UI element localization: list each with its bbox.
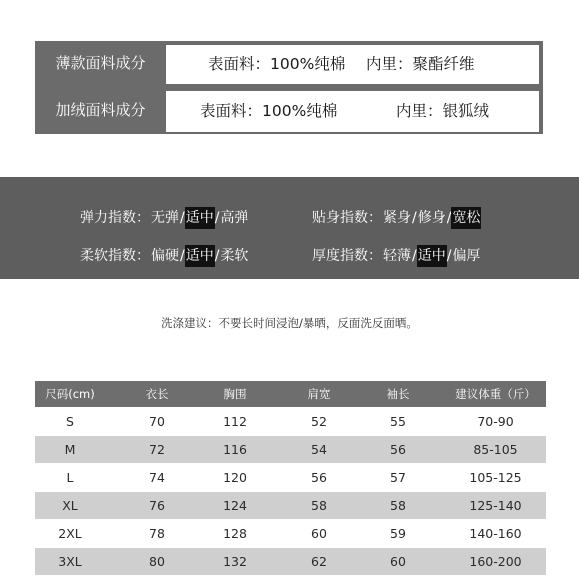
- index-option: 轻薄: [383, 248, 411, 264]
- table-cell: L: [66, 470, 74, 485]
- table-cell: 52: [311, 414, 327, 429]
- header-cell: 袖长: [386, 387, 410, 401]
- table-cell: 85-105: [473, 442, 518, 457]
- fabric-row-thin: [35, 41, 543, 85]
- header-cell: 肩宽: [307, 387, 331, 401]
- table-cell: 56: [390, 442, 406, 457]
- index-label: 弹力指数：: [80, 210, 150, 226]
- table-row: [35, 408, 546, 436]
- table-cell: 76: [149, 498, 165, 513]
- table-cell: 58: [390, 498, 406, 513]
- index-option-selected: 宽松: [451, 207, 481, 229]
- fit-index: 贴身指数：紧身/修身/宽松: [312, 207, 481, 229]
- table-cell: 74: [149, 470, 165, 485]
- index-option-selected: 适中: [417, 245, 447, 267]
- header-cell: 建议体重（斤）: [455, 387, 536, 401]
- index-option: 无弹: [151, 210, 179, 226]
- index-option: 修身: [417, 210, 446, 226]
- table-cell: 56: [311, 470, 327, 485]
- table-cell: 57: [390, 470, 406, 485]
- table-cell: 54: [311, 442, 327, 457]
- header-cell: 衣长: [145, 387, 169, 401]
- fabric-composition-table: [35, 41, 543, 134]
- table-cell: 105-125: [469, 470, 522, 485]
- table-cell: 62: [311, 554, 327, 569]
- index-label: 贴身指数：: [312, 210, 382, 226]
- table-row: [35, 464, 546, 492]
- index-label: 厚度指数：: [312, 248, 382, 264]
- table-cell: 70: [149, 414, 165, 429]
- index-option: 柔软: [220, 248, 249, 264]
- table-cell: 112: [223, 414, 247, 429]
- elasticity-index: 弹力指数：无弹/适中/高弹: [80, 207, 249, 229]
- table-row: [35, 436, 546, 464]
- fabric-indices-band: [0, 177, 579, 279]
- table-cell: 78: [149, 526, 165, 541]
- table-cell: 125-140: [469, 498, 522, 513]
- table-cell: M: [64, 442, 76, 457]
- table-cell: 160-200: [469, 554, 522, 569]
- fabric-value: [166, 91, 539, 132]
- index-label: 柔软指数：: [80, 248, 150, 264]
- shell-material: 表面料：100%纯棉: [208, 55, 346, 73]
- table-row: [35, 548, 546, 576]
- shell-material: 表面料：100%纯棉: [200, 102, 338, 120]
- softness-index: 柔软指数：偏硬/适中/柔软: [80, 245, 249, 267]
- thickness-index: 厚度指数：轻薄/适中/偏厚: [312, 245, 481, 267]
- header-cell: 尺码(cm): [45, 387, 95, 401]
- table-cell: 60: [390, 554, 406, 569]
- fabric-value: [166, 45, 539, 84]
- table-header-row: [35, 381, 546, 408]
- table-cell: 3XL: [58, 554, 82, 569]
- lining-material: 内里：聚酯纤维: [366, 55, 475, 73]
- header-cell: 胸围: [223, 387, 247, 401]
- index-option: 偏硬: [151, 248, 179, 264]
- table-cell: 55: [390, 414, 406, 429]
- index-option-selected: 适中: [185, 245, 215, 267]
- table-cell: 128: [223, 526, 247, 541]
- table-cell: 132: [223, 554, 247, 569]
- table-cell: 59: [390, 526, 406, 541]
- table-row: [35, 520, 546, 548]
- table-cell: 70-90: [477, 414, 514, 429]
- fabric-row-fleece: [35, 88, 543, 132]
- table-cell: 120: [223, 470, 247, 485]
- table-cell: 60: [311, 526, 327, 541]
- fabric-label: 加绒面料成分: [55, 101, 146, 119]
- table-cell: 116: [223, 442, 247, 457]
- table-cell: 2XL: [58, 526, 82, 541]
- washing-advice: 洗涤建议：不要长时间浸泡/暴晒，反面洗反面晒。: [161, 316, 418, 330]
- table-cell: 72: [149, 442, 165, 457]
- size-chart-table: [35, 381, 546, 576]
- index-option: 紧身: [383, 210, 411, 226]
- index-option-selected: 适中: [185, 207, 215, 229]
- table-cell: 140-160: [469, 526, 522, 541]
- index-option: 高弹: [220, 210, 249, 226]
- table-row: [35, 492, 546, 520]
- table-cell: 58: [311, 498, 327, 513]
- table-cell: S: [66, 414, 74, 429]
- table-cell: 80: [149, 554, 165, 569]
- table-cell: 124: [223, 498, 247, 513]
- fabric-label: 薄款面料成分: [55, 54, 146, 72]
- lining-material: 内里：银狐绒: [396, 102, 490, 120]
- index-option: 偏厚: [452, 248, 481, 264]
- table-cell: XL: [62, 498, 78, 513]
